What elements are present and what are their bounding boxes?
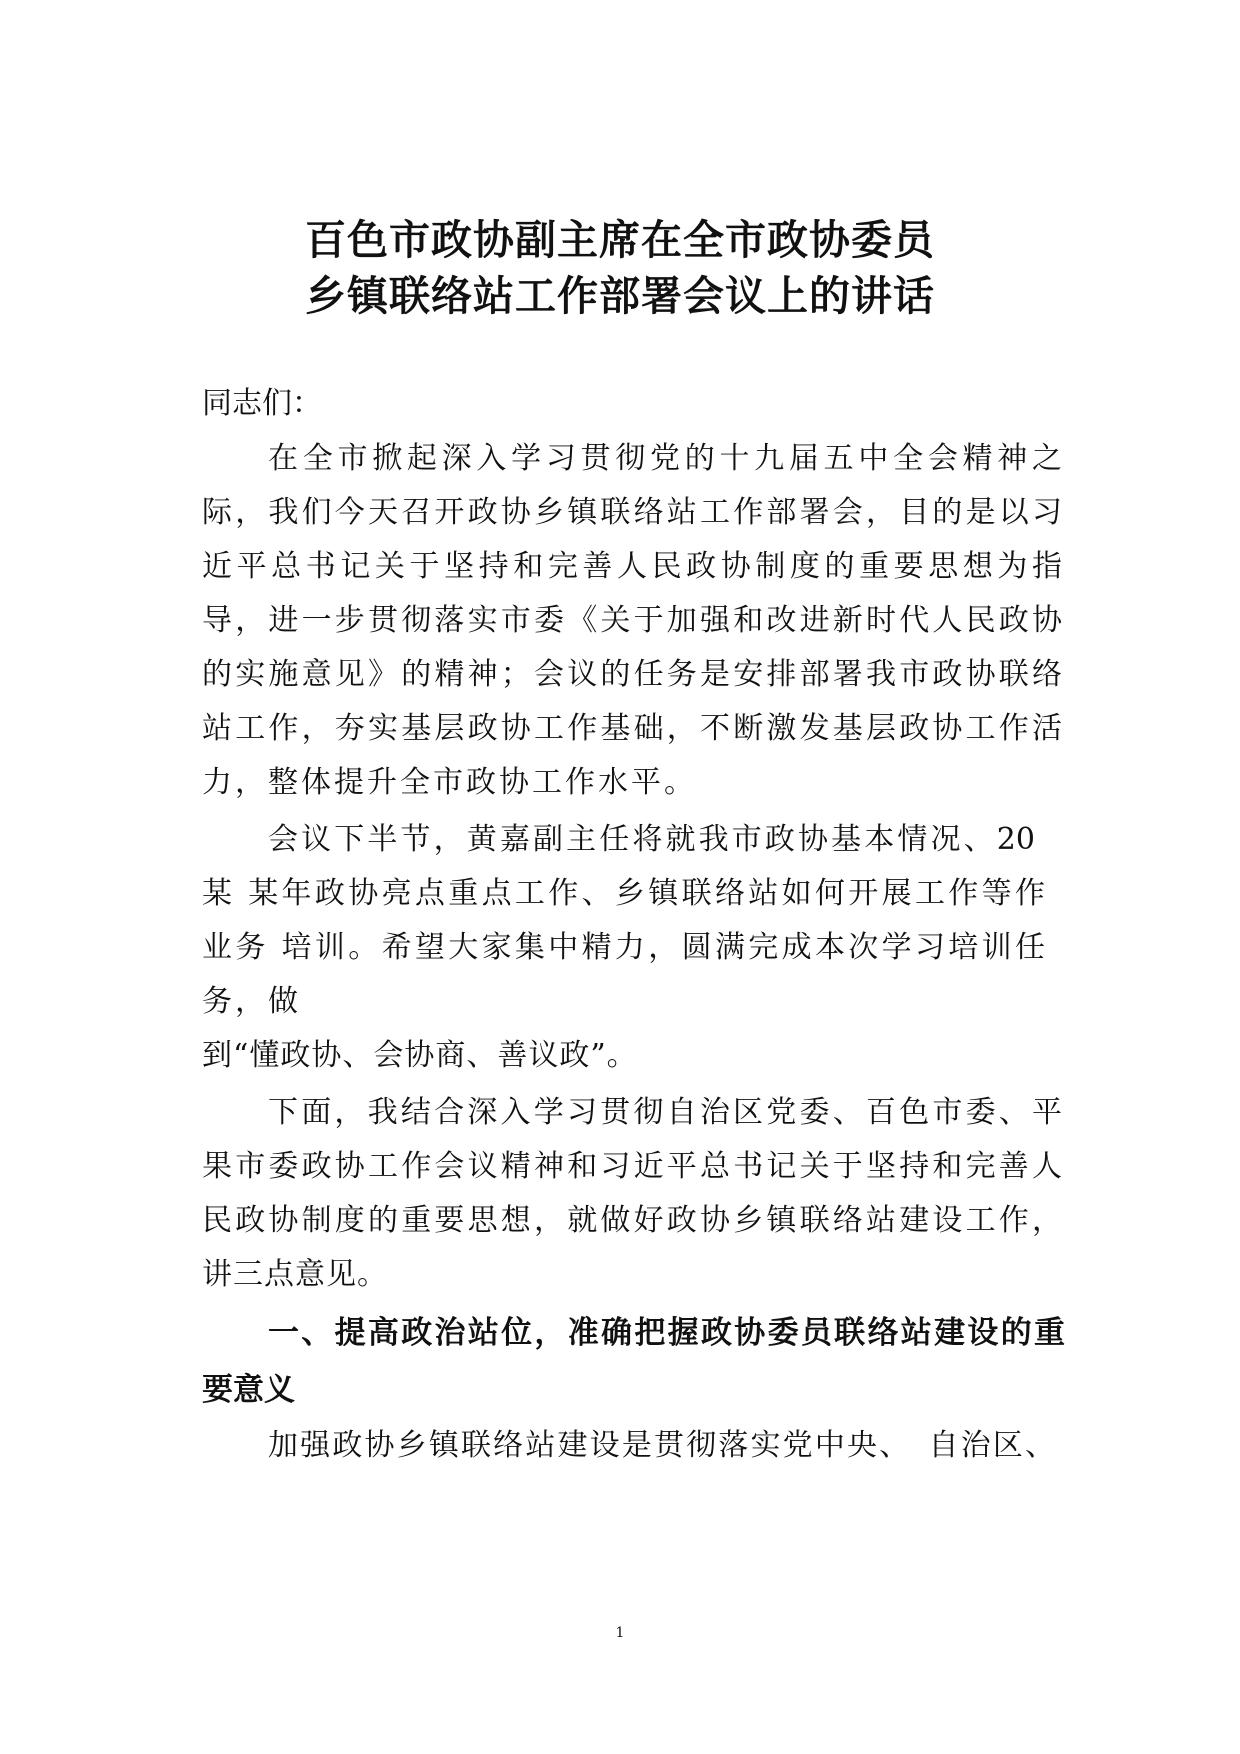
paragraph-2-line-1: 会议下半节，黄嘉副主任将就我市政协基本情况、20 bbox=[268, 822, 1035, 857]
paragraph-1-line-1: 在全市掀起深入学习贯彻党的十九届五中全会精神之 bbox=[268, 441, 1062, 476]
paragraph-2-line-4: 务，做 bbox=[202, 984, 301, 1019]
paragraph-1-line-6: 站工作，夯实基层政协工作基础，不断激发基层政协工作活 bbox=[202, 711, 1062, 746]
salutation: 同志们： bbox=[202, 386, 322, 421]
paragraph-1-line-4: 导，进一步贯彻落实市委《关于加强和改进新时代人民政协 bbox=[202, 603, 1062, 638]
paragraph-1-line-3: 近平总书记关于坚持和完善人民政协制度的重要思想为指 bbox=[202, 549, 1062, 584]
document-title-line-2: 乡镇联络站工作部署会议上的讲话 bbox=[305, 272, 935, 320]
paragraph-2-line-2: 某 某年政协亮点重点工作、乡镇联络站如何开展工作等作 bbox=[202, 876, 1045, 911]
paragraph-2-line-3: 业务 培训。希望大家集中精力，圆满完成本次学习培训任 bbox=[202, 930, 1045, 965]
document-title-line-1: 百色市政协副主席在全市政协委员 bbox=[305, 216, 935, 264]
paragraph-1-line-2: 际，我们今天召开政协乡镇联络站工作部署会，目的是以习 bbox=[202, 495, 1062, 530]
paragraph-3-line-3: 民政协制度的重要思想，就做好政协乡镇联络站建设工作， bbox=[202, 1203, 1062, 1238]
paragraph-1-line-7: 力，整体提升全市政协工作水平。 bbox=[202, 765, 697, 800]
paragraph-3-line-1: 下面，我结合深入学习贯彻自治区党委、百色市委、平 bbox=[268, 1095, 1062, 1130]
page-number: 1 bbox=[615, 1625, 625, 1641]
paragraph-3-line-2: 果市委政协工作会议精神和习近平总书记关于坚持和完善人 bbox=[202, 1149, 1062, 1184]
paragraph-1-line-5: 的实施意见》的精神；会议的任务是安排部署我市政协联络 bbox=[202, 657, 1062, 692]
section-heading-1-line-2: 要意义 bbox=[202, 1372, 295, 1408]
paragraph-2-line-5: 到“懂政协、会协商、善议政”。 bbox=[202, 1038, 638, 1073]
paragraph-4-line-1: 加强政协乡镇联络站建设是贯彻落实党中央、 自治区、 bbox=[268, 1428, 1055, 1463]
section-heading-1-line-1: 一、提高政治站位，准确把握政协委员联络站建设的重 bbox=[268, 1315, 1065, 1351]
paragraph-3-line-4: 讲三点意见。 bbox=[202, 1257, 388, 1292]
